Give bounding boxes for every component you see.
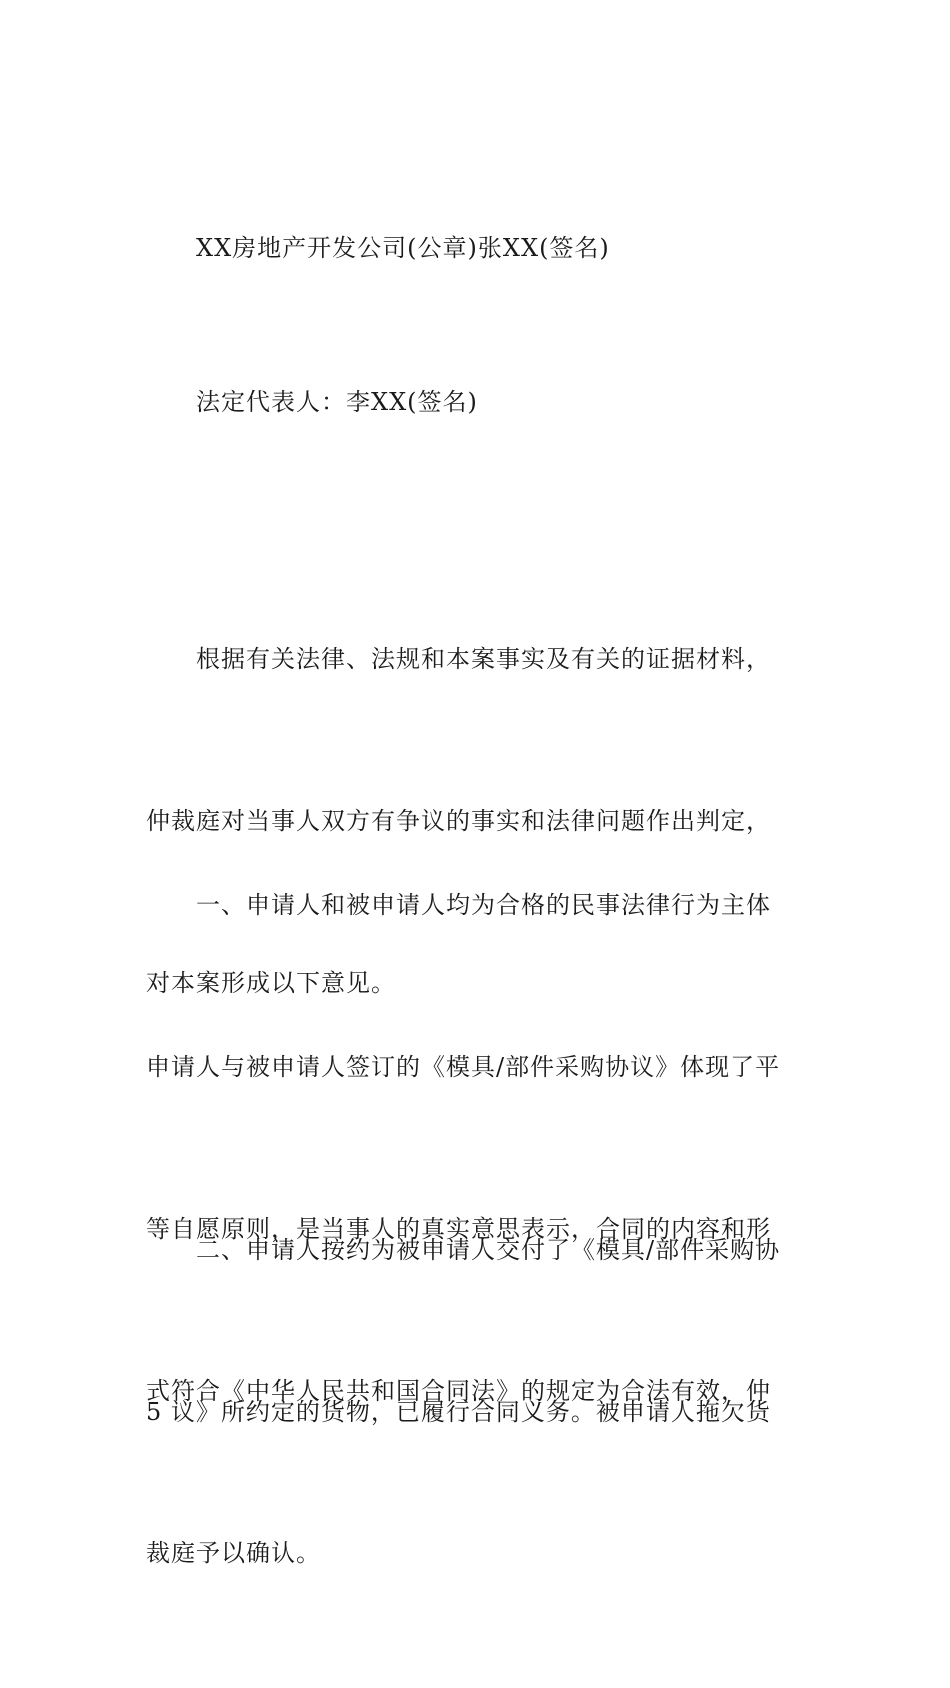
- point-one-line-3: 等自愿原则，是当事人的真实意思表示，合同的内容和形: [146, 1215, 771, 1243]
- representative-signature-line: 法定代表人：李XX(签名): [196, 388, 478, 416]
- point-one-line-1: 一、申请人和被申请人均为合格的民事法律行为主体: [196, 891, 771, 919]
- point-one-line-5: 裁庭予以确认。: [146, 1539, 321, 1567]
- point-one-line-4: 式符合《中华人民共和国合同法》的规定为合法有效，仲: [146, 1377, 771, 1405]
- intro-line-1: 根据有关法律、法规和本案事实及有关的证据材料，: [196, 645, 771, 673]
- point-two-line-1: 二、申请人按约为被申请人交付了《模具/部件采购协: [196, 1236, 781, 1264]
- point-two-paragraph: [146, 1115, 810, 1547]
- intro-line-3: 对本案形成以下意见。: [146, 969, 396, 997]
- point-two-line-2: 5 议》所约定的货物，已履行合同义务。被申请人拖欠货: [146, 1398, 771, 1426]
- company-signature-line: XX房地产开发公司(公章)张XX(签名): [196, 234, 610, 262]
- intro-line-2: 仲裁庭对当事人双方有争议的事实和法律问题作出判定，: [146, 807, 771, 835]
- point-one-line-2: 申请人与被申请人签订的《模具/部件采购协议》体现了平: [146, 1053, 781, 1081]
